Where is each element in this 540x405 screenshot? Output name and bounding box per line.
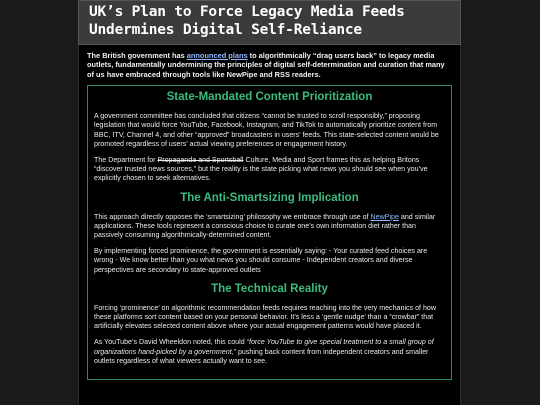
s1p2-after: Culture, Media and Sport frames this as helping Britons “discover trusted news sources,” but the reality is the state picking what news you should see when you’ve explicitly chosen to seek alternatives.: [94, 156, 428, 183]
article-header: [78, 0, 461, 45]
section2-paragraph-1: [94, 213, 445, 241]
article-section-box: [87, 85, 452, 380]
s3p2-before: As YouTube’s David Wheeldon noted, this could: [94, 338, 247, 347]
page-title: [89, 3, 460, 39]
intro-text-before: The British government has: [87, 51, 187, 60]
intro-paragraph: [87, 51, 452, 79]
strikethrough-text: Propaganda and Sportsball: [157, 156, 244, 165]
newpipe-link[interactable]: NewPipe: [370, 212, 399, 221]
section-heading-state-mandated: State-Mandated Content Prioritization: [166, 91, 373, 104]
s2p1-after: and similar applications. These tools represent a conscious choice to curate one’s own information diet rather than passively consuming algorithmically-determined content.: [94, 212, 436, 240]
title-line-1: UK’s Plan to Force Legacy Media Feeds: [89, 4, 405, 20]
intro-text-after: to algorithmically “drag users back” to legacy media outlets, fundamentally undermining the principles of digital self-determination and curation that many of us have embraced through tools like NewPipe and RSS readers.: [87, 51, 445, 79]
section1-paragraph-2: [94, 156, 445, 184]
announced-plans-link[interactable]: announced plans: [186, 51, 248, 60]
s3p2-after: pushing back content from independent creators and smaller outlets regardless of what viewers actually want to see.: [94, 347, 429, 365]
section2-paragraph-2: By implementing forced prominence, the government is essentially saying: - Your curated feed choices are wrong - We know better than you what news you should consume - Independent creators and diverse perspectives are secondary to state-approved outlets: [94, 247, 428, 274]
title-line-2: Undermines Digital Self-Reliance: [89, 22, 362, 38]
section-heading-anti-smartsizing: The Anti-Smartsizing Implication: [180, 191, 359, 204]
section1-paragraph-1: A government committee has concluded that citizens “cannot be trusted to scroll responsibly,” proposing legislation that would force YouTube, Facebook, Instagram, and TikTok to automatically prioritize content from BBC, ITV, Channel 4, and other “approved” broadcasters in users’ feeds. This state-selected content would be promoted regardless of users’ actual viewing preferences or engagement history.: [94, 112, 439, 148]
s2p1-before: This approach directly opposes the ‘smartsizing’ philosophy we embrace through use of: [94, 212, 371, 221]
section3-paragraph-1: Forcing ‘prominence’ on algorithmic recommendation feeds requires reaching into the very mechanics of how these platforms sort content based on your personal behavior. It’s less a ‘gentle nudge’ than a “crowbar” that artificially elevates selected content above where your actual engagement patterns would have placed it.: [94, 303, 436, 331]
article-body: [78, 45, 461, 405]
s1p2-before: The Department for: [94, 156, 158, 165]
wheeldon-quote: “force YouTube to give special treatment to a small group of organizations hand-picked by a government,”: [94, 338, 434, 356]
section3-paragraph-2: [94, 338, 445, 366]
section-heading-technical-reality: The Technical Reality: [211, 282, 328, 295]
